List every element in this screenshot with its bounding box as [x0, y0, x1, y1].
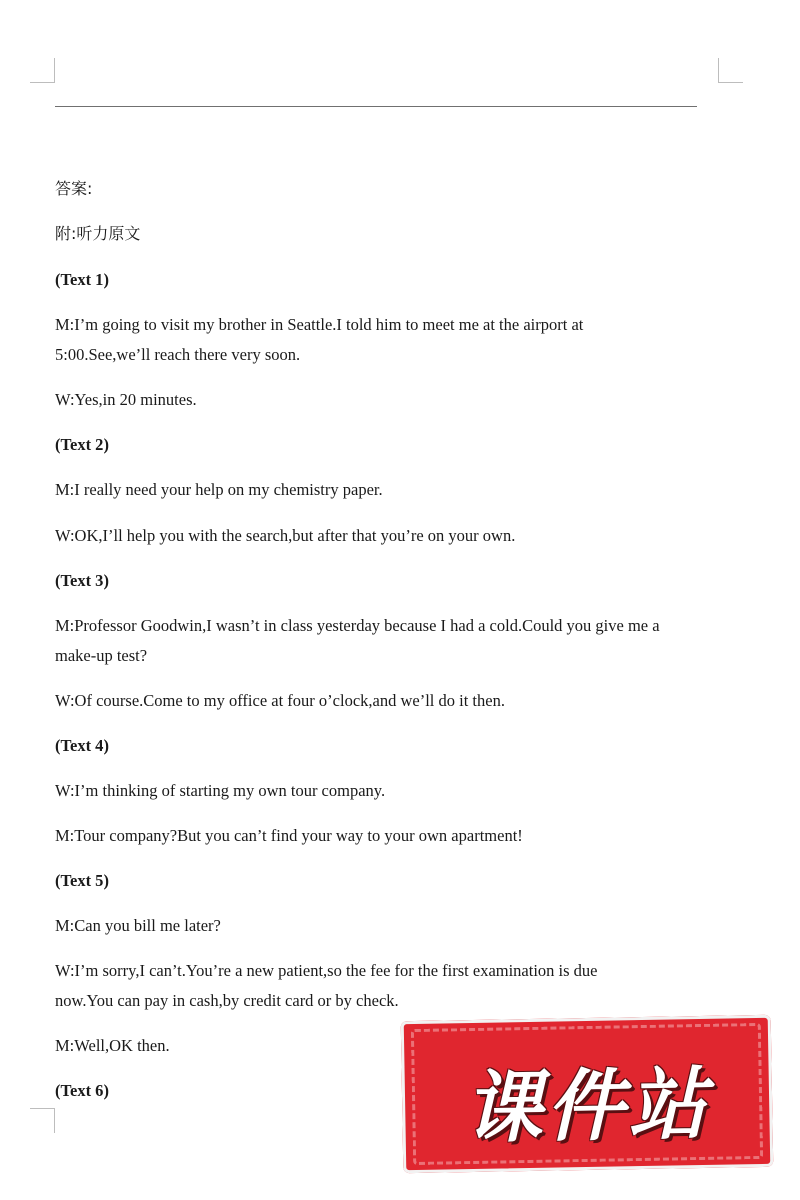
watermark-text: 课件站 — [463, 1059, 711, 1155]
header-rule — [55, 106, 697, 107]
text-heading: (Text 6) — [55, 1081, 109, 1100]
dialogue-line: make-up test? — [55, 646, 148, 665]
text-heading: (Text 3) — [55, 571, 109, 590]
dialogue-line: W:I’m thinking of starting my own tour company. — [55, 781, 386, 800]
text-heading: (Text 1) — [55, 270, 109, 289]
dialogue-line: M:I’m going to visit my brother in Seattle.I told him to meet me at the airport at — [55, 315, 584, 334]
dialogue-line: M:Professor Goodwin,I wasn’t in class yesterday because I had a cold.Could you give me a — [55, 616, 660, 635]
appendix-label: 附:听力原文 — [55, 224, 141, 243]
watermark-logo — [401, 1015, 774, 1173]
dialogue-line: W:Of course.Come to my office at four o’clock,and we’ll do it then. — [55, 691, 505, 710]
text-heading: (Text 2) — [55, 435, 109, 454]
page-corner-mark-bottom-left — [30, 1108, 55, 1133]
dialogue-line: M:Well,OK then. — [55, 1036, 170, 1055]
text-heading: (Text 5) — [55, 871, 109, 890]
dialogue-line: 5:00.See,we’ll reach there very soon. — [55, 345, 301, 364]
page-corner-mark-top-right — [718, 58, 743, 83]
text-heading: (Text 4) — [55, 736, 109, 755]
dialogue-line: now.You can pay in cash,by credit card or by check. — [55, 991, 399, 1010]
dialogue-line: W:Yes,in 20 minutes. — [55, 390, 197, 409]
page-corner-mark-top-left — [30, 58, 55, 83]
dialogue-line: W:OK,I’ll help you with the search,but after that you’re on your own. — [55, 526, 516, 545]
dialogue-line: M:Can you bill me later? — [55, 916, 221, 935]
dialogue-line: W:I’m sorry,I can’t.You’re a new patient,so the fee for the first examination is due — [55, 961, 598, 980]
dialogue-line: M:Tour company?But you can’t find your way to your own apartment! — [55, 826, 523, 845]
dialogue-line: M:I really need your help on my chemistry paper. — [55, 480, 383, 499]
answer-label: 答案: — [55, 179, 93, 198]
